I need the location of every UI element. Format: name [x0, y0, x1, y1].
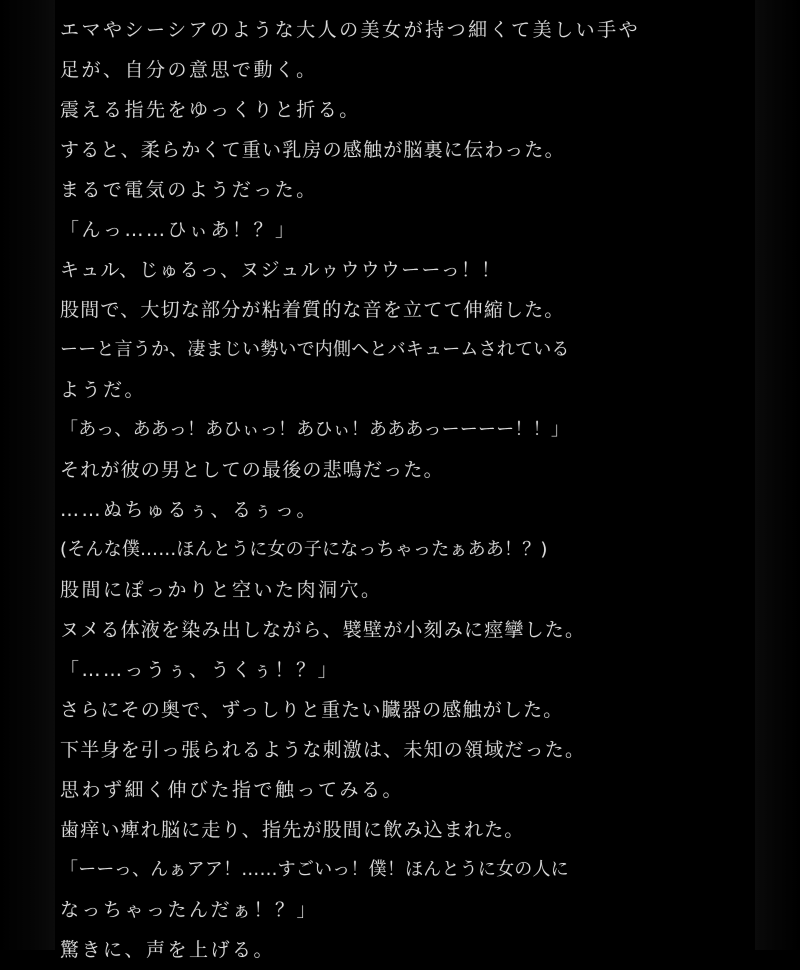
text-line: エマやシーシアのような大人の美女が持つ細くて美しい手や	[60, 19, 641, 41]
text-line: まるで電気のようだった。	[60, 179, 318, 201]
text-line: 「んっ……ひぃあ！？」	[60, 219, 297, 241]
text-line: キュル、じゅるっ、ヌジュルゥウウウーーっ！！	[60, 259, 502, 281]
text-line: ヌメる体液を染み出しながら、襞壁が小刻みに痙攣した。	[60, 619, 586, 641]
text-line: ……ぬちゅるぅ、るぅっ。	[60, 499, 319, 521]
text-line: それが彼の男としての最後の悲鳴だった。	[60, 459, 444, 481]
text-line: すると、柔らかくて重い乳房の感触が脳裏に伝わった。	[60, 139, 565, 161]
text-line: 股間で、大切な部分が粘着質的な音を立てて伸縮した。	[60, 299, 565, 321]
novel-text-body	[60, 10, 760, 961]
text-line: ようだ。	[60, 379, 147, 401]
text-line: 「ーーっ、んぁアア！……すごいっ！僕！ほんとうに女の人に	[60, 859, 569, 880]
text-line: 下半身を引っ張られるような刺激は、未知の領域だった。	[60, 739, 586, 761]
text-line: 歯痒い痺れ脳に走り、指先が股間に飲み込まれた。	[60, 819, 525, 841]
text-line: 「……っうぅ、うくぅ！？」	[60, 659, 340, 681]
text-line: (そんな僕……ほんとうに女の子になっちゃったぁああ！？)	[60, 539, 548, 560]
text-line: 思わず細く伸びた指で触ってみる。	[60, 779, 405, 801]
text-line: 股間にぽっかりと空いた肉洞穴。	[60, 579, 383, 601]
text-line: 震える指先をゆっくりと折る。	[60, 99, 361, 121]
text-line: ーーと言うか、凄まじい勢いで内側へとバキュームされている	[60, 339, 570, 360]
text-line: 「あっ、ああっ！あひぃっ！あひぃ！あああっーーーー！！」	[60, 419, 570, 440]
text-line: さらにその奥で、ずっしりと重たい臓器の感触がした。	[60, 699, 564, 721]
text-line: 驚きに、声を上げる。	[60, 939, 276, 961]
text-line: なっちゃったんだぁ！？」	[60, 899, 319, 921]
text-line: 足が、自分の意思で動く。	[60, 59, 318, 81]
